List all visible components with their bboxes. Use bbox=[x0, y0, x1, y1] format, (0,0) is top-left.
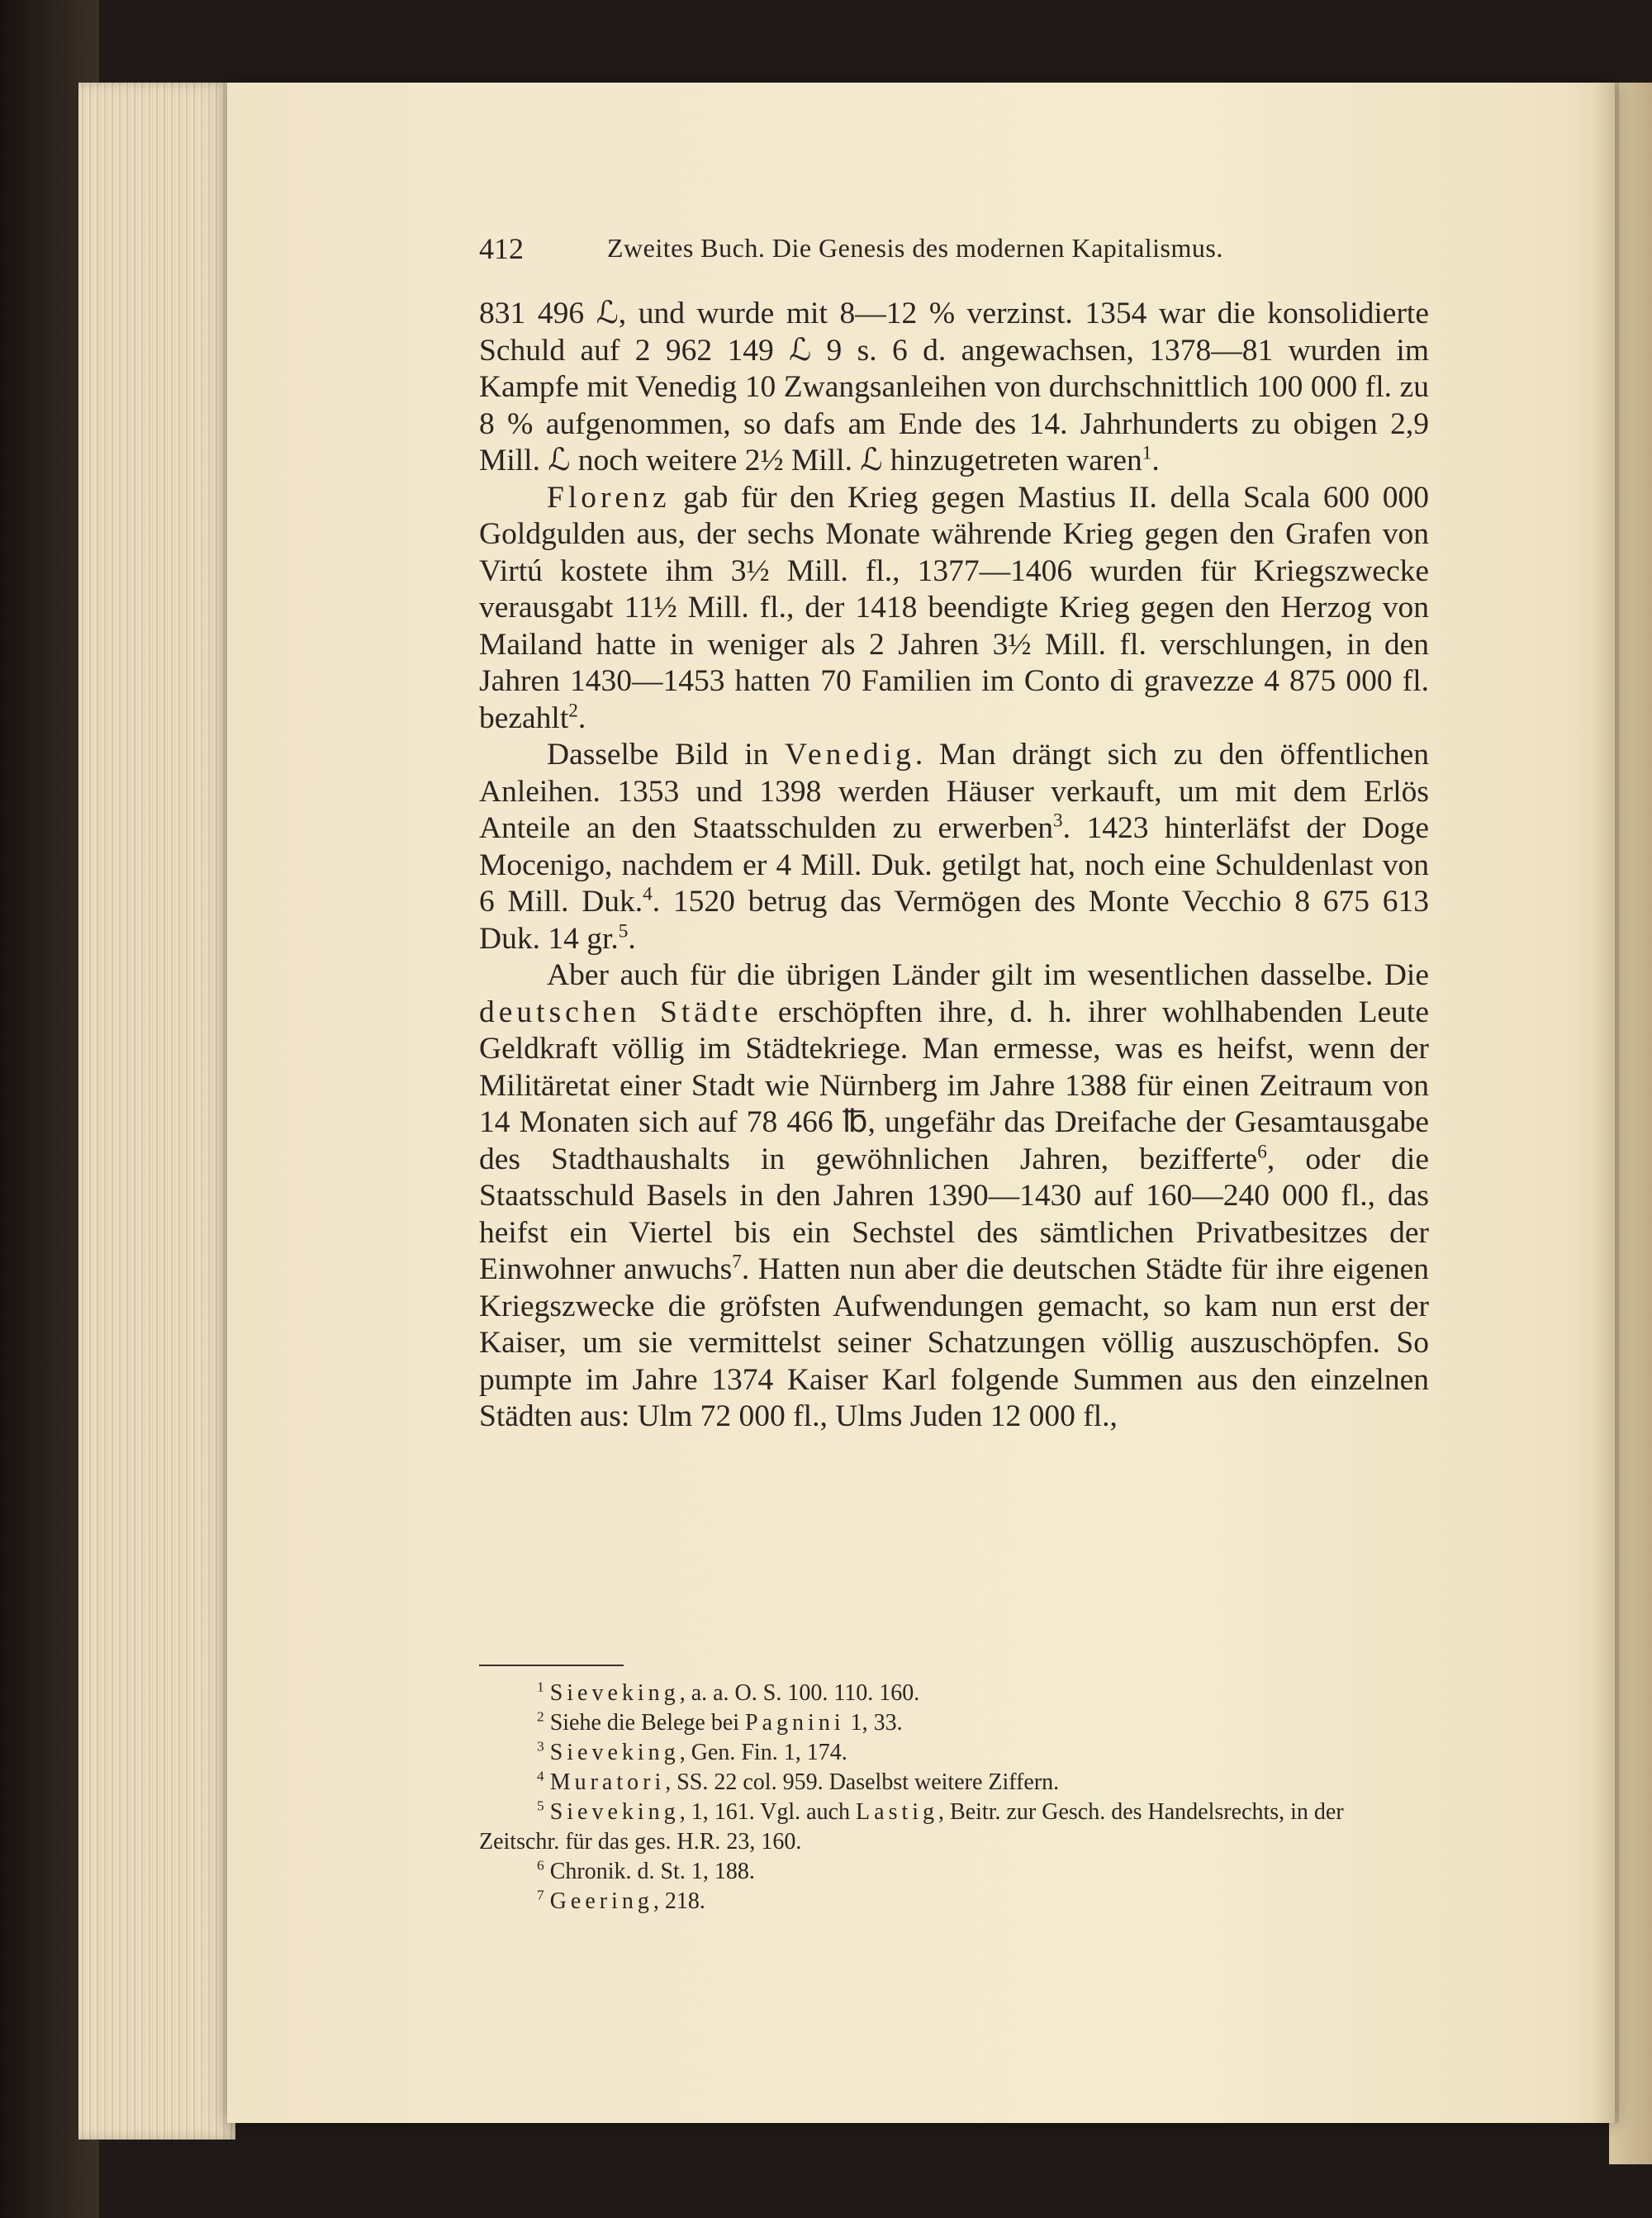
paragraph-3 bbox=[479, 737, 1429, 957]
footnote-7 bbox=[479, 1887, 1429, 1916]
footnote-text: , a. a. O. S. 100. 110. 160. bbox=[679, 1680, 920, 1706]
spaced-name: Florenz bbox=[547, 480, 671, 515]
page-edges bbox=[78, 83, 235, 2140]
footnote-number: 6 bbox=[537, 1857, 544, 1874]
spaced-name: Lastig bbox=[856, 1799, 939, 1825]
paragraph-text: . 1423 hinterläfst der Doge Mocenigo, nachdem er 4 Mill. Duk. getilgt hat, noch eine Schuldenlast von 6 Mill. Duk. bbox=[479, 811, 1429, 919]
footnote-number: 3 bbox=[537, 1738, 544, 1755]
running-title: Zweites Buch. Die Genesis des modernen Kapitalismus. bbox=[607, 233, 1223, 263]
paragraph-text: . Man drängt sich zu den öffentlichen Anleihen. 1353 und 1398 werden Häuser verkauft, um mit dem Erlös Anteile an den Staatsschulden zu erwerben bbox=[479, 738, 1429, 845]
footnote-number: 7 bbox=[537, 1887, 544, 1903]
footnote-text: , Gen. Fin. 1, 174. bbox=[679, 1740, 847, 1765]
paragraph-text: Aber auch für die übrigen Länder gilt im wesentlichen dasselbe. Die bbox=[547, 958, 1429, 992]
body-text bbox=[479, 296, 1429, 1436]
paragraph-text: erschöpften ihre, d. h. ihrer wohlhabenden Leute Geldkraft völlig im Städtekriege. Man ermesse, was es heifst, wenn der Militäretat einer Stadt wie Nürnberg im Jahre 1388 für einen Zeitraum von 14 Monaten sich auf 78 466 ℔, ungefähr das Dreifache der Gesamtausgabe des Stadthaushalts in gewöhnlichen Jahren, bezifferte bbox=[479, 995, 1429, 1176]
spaced-name: Venedig bbox=[785, 738, 915, 772]
footnote-ref: 6 bbox=[1257, 1141, 1267, 1162]
footnote-text: , Beitr. zur Gesch. des Handelsrechts, in der Zeitschr. für das ges. H.R. 23, 160. bbox=[479, 1799, 1344, 1855]
footnote-ref: 1 bbox=[1142, 442, 1152, 464]
footnote-ref: 3 bbox=[1053, 810, 1063, 832]
paragraph-text: gab für den Krieg gegen Mastius II. della Scala 600 000 Goldgulden aus, der sechs Monate währende Krieg gegen den Grafen von Virtú kostete ihm 3½ Mill. fl., 1377—1406 wurden für Kriegszwecke verausgabt 11½ Mill. fl., der 1418 beendigte Krieg gegen den Herzog von Mailand hatte in weniger als 2 Jahren 3½ Mill. fl. verschlungen, in den Jahren 1430—1453 hatten 70 Familien im Conto di gravezze 4 875 000 fl. bezahlt bbox=[479, 480, 1429, 735]
footnote-number: 5 bbox=[537, 1798, 544, 1814]
spaced-name: Geering bbox=[549, 1888, 653, 1914]
paragraph-text: . bbox=[628, 921, 636, 956]
paragraph-4 bbox=[479, 957, 1429, 1436]
page-header bbox=[479, 231, 1545, 273]
spaced-name: Sieveking bbox=[549, 1799, 680, 1825]
footnote-2 bbox=[479, 1708, 1429, 1738]
footnote-ref: 2 bbox=[568, 700, 578, 721]
footnote-6 bbox=[479, 1857, 1429, 1887]
spaced-name: Sieveking bbox=[549, 1740, 680, 1765]
page-number: 412 bbox=[479, 232, 524, 265]
book-page bbox=[227, 83, 1615, 2123]
spaced-name: deutschen Städte bbox=[479, 995, 762, 1029]
footnote-ref: 5 bbox=[618, 920, 629, 942]
paragraph-text: , oder die Staatsschuld Basels in den Jahren 1390—1430 auf 160—240 000 fl., das heifst ein Viertel bis ein Sechstel des sämtlichen Privatbesitzes der Einwohner anwuchs bbox=[479, 1142, 1429, 1286]
page-gutter-shadow bbox=[1594, 83, 1619, 2123]
footnote-4 bbox=[479, 1768, 1429, 1798]
footnote-5 bbox=[479, 1798, 1429, 1857]
footnote-rule bbox=[479, 1665, 624, 1666]
paragraph-text: 831 496 ℒ, und wurde mit 8—12 % verzinst. 1354 war die konsolidierte Schuld auf 2 962 149 ℒ 9 s. 6 d. angewachsen, 1378—81 wurden im Kampfe mit Venedig 10 Zwangsanleihen von durchschnittlich 100 000 fl. zu 8 % aufgenommen, so dafs am Ende des 14. Jahrhunderts zu obigen 2,9 Mill. ℒ noch weitere 2½ Mill. ℒ hinzugetreten waren bbox=[479, 297, 1429, 477]
paragraph-text: . 1520 betrug das Vermögen des Monte Vecchio 8 675 613 Duk. 14 gr. bbox=[479, 885, 1429, 956]
footnote-text: , SS. 22 col. 959. Daselbst weitere Ziffern. bbox=[665, 1769, 1060, 1795]
footnote-ref: 7 bbox=[732, 1251, 742, 1273]
footnote-text: , 1, 161. Vgl. auch bbox=[679, 1799, 857, 1825]
footnote-number: 4 bbox=[537, 1768, 544, 1784]
footnote-1 bbox=[479, 1679, 1429, 1708]
paragraph-text: . bbox=[1151, 444, 1160, 477]
footnote-ref: 4 bbox=[643, 883, 653, 905]
footnote-text: Siehe die Belege bei bbox=[549, 1710, 746, 1736]
footnote-3 bbox=[479, 1738, 1429, 1768]
footnotes bbox=[479, 1679, 1429, 1916]
footnote-number: 1 bbox=[537, 1679, 544, 1695]
spaced-name: Sieveking bbox=[549, 1680, 680, 1706]
spaced-name: Pagnini bbox=[745, 1710, 845, 1736]
footnote-text: Chronik. d. St. 1, 188. bbox=[549, 1859, 755, 1884]
footnote-text: , 218. bbox=[653, 1888, 705, 1914]
spaced-name: Muratori bbox=[549, 1769, 666, 1795]
paragraph-text: . Hatten nun aber die deutschen Städte für ihre eigenen Kriegszwecke die gröfsten Aufwendungen gemacht, so kam nun erst der Kaiser, um sie vermittelst seiner Schatzungen völlig auszuschöpfen. So pumpte im Jahre 1374 Kaiser Karl folgende Summen aus den einzelnen Städten aus: Ulm 72 000 fl., Ulms Juden 12 000 fl., bbox=[479, 1252, 1429, 1433]
paragraph-2 bbox=[479, 480, 1429, 738]
footnote-number: 2 bbox=[537, 1708, 544, 1725]
paragraph-text: Dasselbe Bild in bbox=[547, 738, 786, 772]
paragraph-text: . bbox=[577, 701, 586, 735]
footnote-text: 1, 33. bbox=[844, 1710, 903, 1736]
paragraph-1 bbox=[479, 296, 1429, 480]
